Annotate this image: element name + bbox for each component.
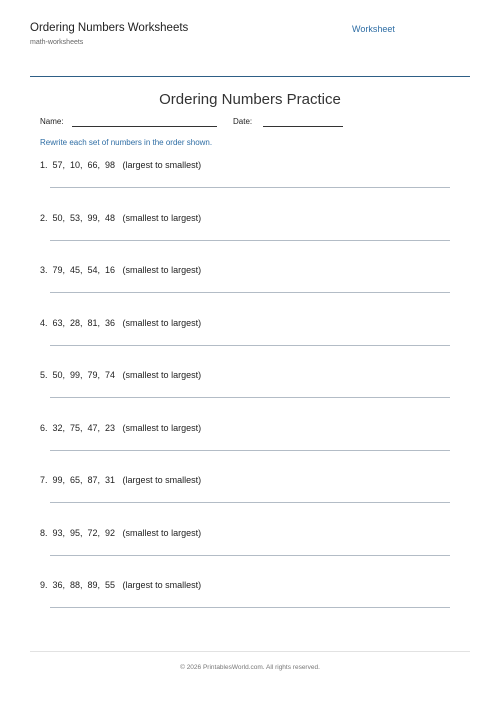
answer-line — [50, 555, 450, 556]
header-divider — [30, 76, 470, 77]
problem-text: 4. 63, 28, 81, 36 (smallest to largest) — [40, 317, 202, 328]
date-field-line — [263, 126, 343, 127]
problem-text: 3. 79, 45, 54, 16 (smallest to largest) — [40, 265, 202, 275]
answer-line — [50, 240, 450, 241]
problem-text: 6. 32, 75, 47, 23 (smallest to largest) — [40, 422, 202, 433]
problem-item — [40, 580, 450, 620]
answer-line — [50, 345, 450, 346]
problem-text: 9. 36, 88, 89, 55 (largest to smallest) — [40, 580, 202, 590]
answer-line — [50, 292, 450, 293]
answer-line — [50, 187, 450, 188]
answer-line — [50, 450, 450, 451]
problem-item — [40, 528, 450, 568]
problem-text: 8. 93, 95, 72, 92 (smallest to largest) — [40, 527, 202, 538]
answer-line — [50, 397, 450, 398]
name-field-line — [72, 126, 217, 127]
worksheet-link[interactable]: Worksheet — [352, 24, 395, 34]
footer-divider — [30, 651, 470, 652]
worksheet-title: Ordering Numbers Practice — [159, 91, 341, 108]
problem-item — [40, 318, 450, 358]
problem-item — [40, 475, 450, 515]
problem-item — [40, 370, 450, 410]
problem-item — [40, 160, 450, 200]
problem-text: 1. 57, 10, 66, 98 (largest to smallest) — [40, 160, 202, 170]
problem-text: 2. 50, 53, 99, 48 (smallest to largest) — [40, 212, 202, 223]
problem-text: 5. 50, 99, 79, 74 (smallest to largest) — [40, 370, 202, 380]
page-header — [30, 22, 470, 52]
problem-item — [40, 213, 450, 253]
date-label: Date: — [233, 117, 253, 126]
problem-text: 7. 99, 65, 87, 31 (largest to smallest) — [40, 475, 202, 485]
footer-copyright: © 2026 PrintablesWorld.com. All rights reserved. — [180, 664, 320, 671]
problem-item — [40, 265, 450, 305]
site-subtitle: math-worksheets — [30, 39, 84, 46]
answer-line — [50, 607, 450, 608]
answer-line — [50, 502, 450, 503]
site-title: Ordering Numbers Worksheets — [30, 22, 189, 34]
student-info-row — [40, 117, 460, 131]
problem-item — [40, 423, 450, 463]
name-label: Name: — [40, 117, 64, 126]
instructions: Rewrite each set of numbers in the order shown. — [40, 138, 213, 147]
